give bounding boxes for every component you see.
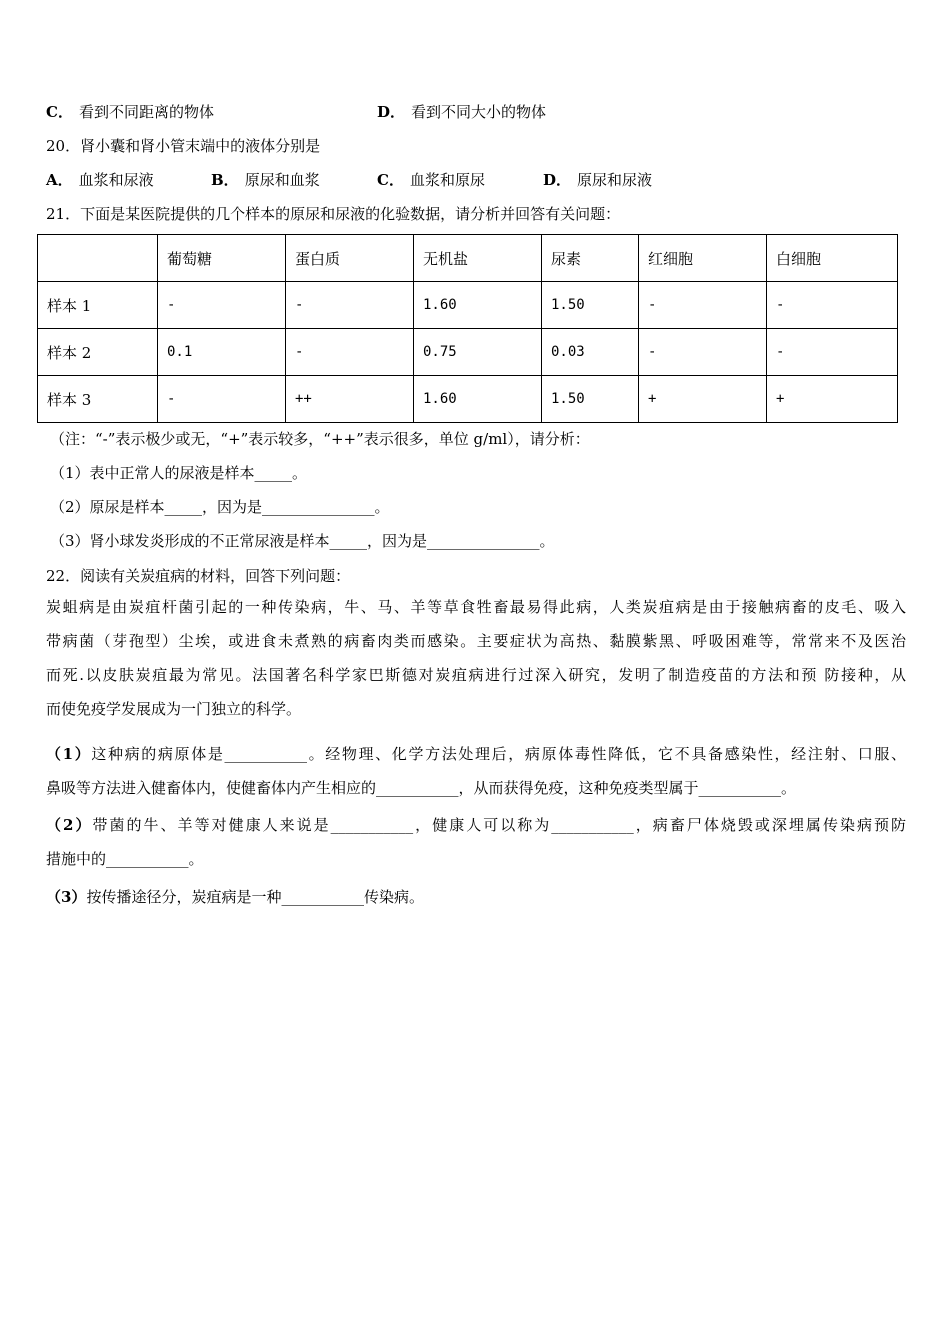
sub2-line: 措施中的___________。 <box>46 850 204 868</box>
sub3-number: （3） <box>46 888 87 906</box>
option-label: D． <box>543 171 572 189</box>
option-text: 原尿和血浆 <box>244 171 320 189</box>
q21-stem: 21．下面是某医院提供的几个样本的原尿和尿液的化验数据，请分析并回答有关问题： <box>46 205 621 223</box>
table-header-cell: 尿素 <box>542 235 639 282</box>
sub1-line <box>46 737 906 771</box>
sub2-number: （2） <box>46 816 93 834</box>
passage-line: 带病菌（芽孢型）尘埃，或进食未煮熟的病畜肉类而感染。主要症状为高热、黏膜紫黑、呼吸困难等，常常来不及医治 <box>46 632 906 650</box>
table-cell: 样本 3 <box>38 376 158 423</box>
table-cell: 1.60 <box>414 282 542 329</box>
table-row <box>38 282 898 329</box>
table-cell: 1.50 <box>542 376 639 423</box>
q20-option-a <box>46 170 154 190</box>
q22-sub1 <box>46 737 906 805</box>
q22-passage <box>46 590 906 726</box>
q20-option-b <box>211 170 320 190</box>
table-row <box>38 329 898 376</box>
sub1-number: （1） <box>46 745 92 763</box>
table-cell: 样本 2 <box>38 329 158 376</box>
option-label: C． <box>377 171 404 189</box>
q22-sub3 <box>46 880 906 914</box>
q22-sub2 <box>46 808 906 876</box>
q20-option-d <box>543 170 652 190</box>
table-cell: 0.03 <box>542 329 639 376</box>
table-cell: - <box>158 282 286 329</box>
option-label: D． <box>377 103 406 121</box>
table-cell: - <box>767 282 898 329</box>
sub2-line <box>46 808 906 842</box>
table-cell: - <box>286 282 414 329</box>
sub2-line-text: 带菌的牛、羊等对健康人来说是___________，健康人可以称为___________，病畜尸体烧毁或深埋属传染病预防 <box>92 816 906 834</box>
table-cell: ++ <box>286 376 414 423</box>
table-cell: 0.75 <box>414 329 542 376</box>
table-cell: 1.60 <box>414 376 542 423</box>
lab-data-table <box>37 234 898 423</box>
table-header-cell: 葡萄糖 <box>158 235 286 282</box>
sub3-line <box>46 880 906 914</box>
passage-line: 而死.以皮肤炭疽最为常见。法国著名科学家巴斯德对炭疽病进行过深入研究，发明了制造疫苗的方法和预 防接种，从 <box>46 666 906 684</box>
table-header-cell: 白细胞 <box>767 235 898 282</box>
q19-option-d <box>377 102 546 122</box>
table-row <box>38 376 898 423</box>
table-header-cell: 无机盐 <box>414 235 542 282</box>
option-label: B． <box>211 171 239 189</box>
option-text: 原尿和尿液 <box>577 171 653 189</box>
option-label: C． <box>46 103 73 121</box>
sub1-line-text: 这种病的病原体是___________。经物理、化学方法处理后，病原体毒性降低，它不具备感染性，经注射、口服、 <box>91 745 906 763</box>
q22-stem: 22．阅读有关炭疽病的材料，回答下列问题： <box>46 567 351 585</box>
table-cell: 1.50 <box>542 282 639 329</box>
table-header-cell: 蛋白质 <box>286 235 414 282</box>
option-text: 血浆和尿液 <box>78 171 154 189</box>
q21-note: （注：“-”表示极少或无，“+”表示较多，“++”表示很多，单位 g/ml），请分析： <box>50 430 590 448</box>
table-cell: - <box>158 376 286 423</box>
option-text: 血浆和原尿 <box>409 171 485 189</box>
sub3-line-text: 按传播途径分，炭疽病是一种___________传染病。 <box>86 888 424 906</box>
q20-stem: 20．肾小囊和肾小管末端中的液体分别是 <box>46 137 321 155</box>
q21-sub2: （2）原尿是样本_____，因为是_______________。 <box>50 498 390 516</box>
q21-sub3: （3）肾小球发炎形成的不正常尿液是样本_____，因为是_______________。 <box>50 532 555 550</box>
table-header-cell <box>38 235 158 282</box>
q19-option-c <box>46 102 214 122</box>
table-cell: - <box>286 329 414 376</box>
table-cell: - <box>767 329 898 376</box>
table-cell: 样本 1 <box>38 282 158 329</box>
passage-line: 炭蛆病是由炭疽杆菌引起的一种传染病，牛、马、羊等草食牲畜最易得此病，人类炭疽病是由于接触病畜的皮毛、吸入 <box>46 598 906 616</box>
sub1-line: 鼻吸等方法进入健畜体内，使健畜体内产生相应的___________，从而获得免疫，这种免疫类型属于___________。 <box>46 779 797 797</box>
table-cell: + <box>767 376 898 423</box>
q20-option-c <box>377 170 485 190</box>
table-cell: - <box>639 282 767 329</box>
option-text: 看到不同大小的物体 <box>411 103 547 121</box>
table-cell: 0.1 <box>158 329 286 376</box>
table-cell: - <box>639 329 767 376</box>
option-text: 看到不同距离的物体 <box>78 103 214 121</box>
table-header-row <box>38 235 898 282</box>
q21-sub1: （1）表中正常人的尿液是样本_____。 <box>50 464 308 482</box>
option-label: A． <box>46 171 73 189</box>
table-cell: + <box>639 376 767 423</box>
table-header-cell: 红细胞 <box>639 235 767 282</box>
passage-line: 而使免疫学发展成为一门独立的科学。 <box>46 700 302 718</box>
